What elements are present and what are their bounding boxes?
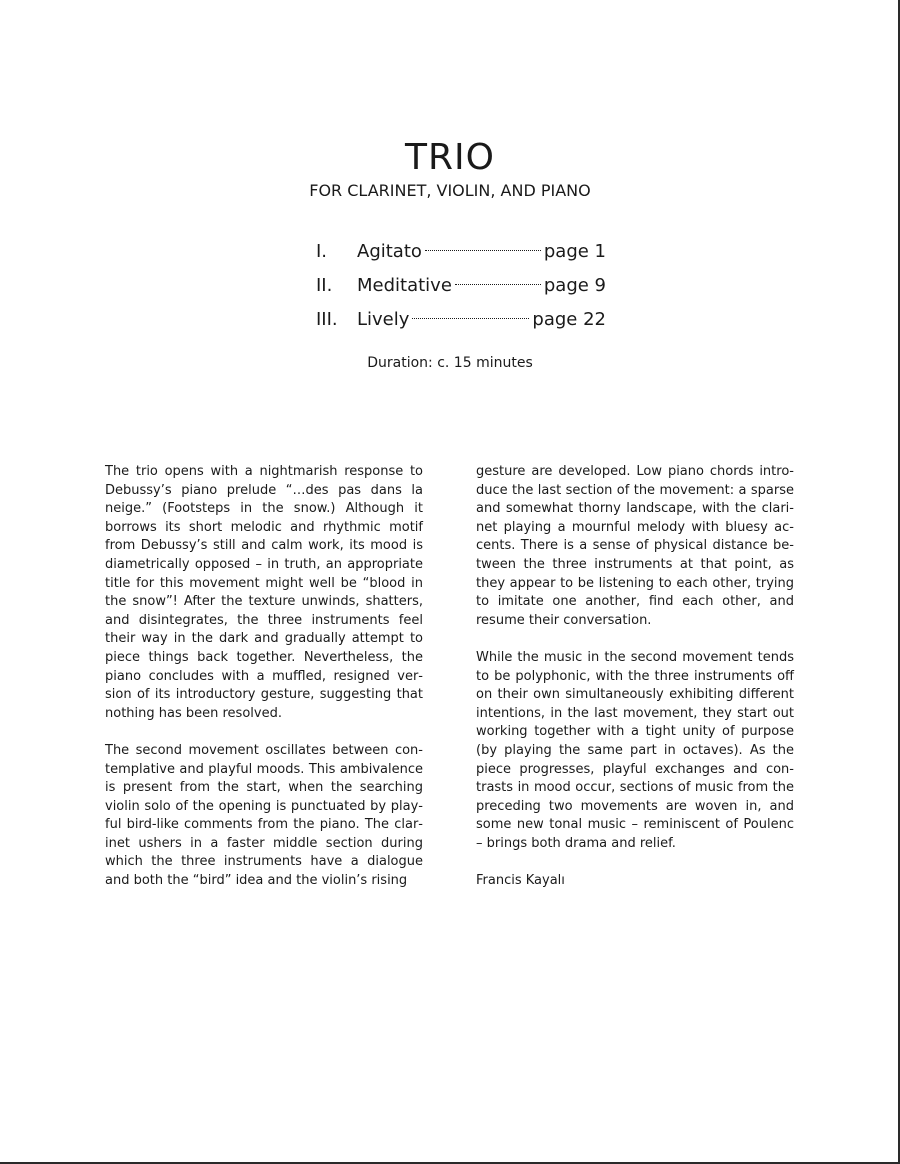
toc-entry-title: Lively xyxy=(357,309,410,330)
page-subtitle: FOR CLARINET, VIOLIN, AND PIANO xyxy=(309,181,591,200)
toc-entry-lively xyxy=(316,306,606,340)
toc-dot-leader xyxy=(412,318,529,319)
toc-entry-meditative xyxy=(316,272,606,306)
notes-paragraph: gesture are developed. Low piano chords introduce the last section of the movement: a sparse and somewhat thorny landscape, with the clarinet playing a mournful melody with bluesy accents. There is a sense of physical distance between the three instruments at that point, as they appear to be listening to each other, trying to imitate one another, find each other, and resume their conversation. xyxy=(476,464,794,628)
toc-entry-page: page 9 xyxy=(543,275,606,296)
page-title: TRIO xyxy=(405,137,495,178)
table-of-contents xyxy=(316,238,606,340)
duration-note: Duration: c. 15 minutes xyxy=(367,355,533,371)
toc-dot-leader xyxy=(455,284,541,285)
author-signature: Francis Kayalı xyxy=(476,873,565,889)
notes-paragraph: The second movement oscillates between contemplative and playful moods. This ambivalence is present from the start, when the searching violin solo of the opening is punctuated by playful bird-like comments from the piano. The clarinet ushers in a faster middle section during which the three instruments have a dialogue and both the “bird” idea and the violin’s rising xyxy=(105,742,423,889)
toc-entry-number: III. xyxy=(316,309,338,330)
notes-paragraph: The trio opens with a nightmarish response to Debussy’s piano prelude “…des pas dans la neige.” (Footsteps in the snow.) Although it borrows its short melodic and rhythmic motif from Debussy’s still and calm work, its mood is diametrically opposed – in truth, an appropriate title for this movement might well be “blood in the snow”! After the texture unwinds, shatters, and disintegrates, the three instruments feel their way in the dark and gradually attempt to piece things back together. Nevertheless, the piano concludes with a muffled, resigned version of its introductory gesture, suggesting that nothing has been resolved. xyxy=(105,464,423,721)
program-notes-left-column xyxy=(105,463,423,909)
toc-entry-number: I. xyxy=(316,241,328,262)
toc-entry-title: Agitato xyxy=(357,241,422,262)
toc-entry-title: Meditative xyxy=(357,275,452,296)
toc-dot-leader xyxy=(425,250,541,251)
toc-entry-page: page 1 xyxy=(543,241,606,262)
notes-paragraph: While the music in the second movement tends to be polyphonic, with the three instruments off on their own simultaneously exhibiting different intentions, in the last movement, they start out working together with a tight unity of purpose (by playing the same part in octaves). As the piece progresses, playful exchanges and contrasts in mood occur, sections of music from the preceding two movements are woven in, and some new tonal music – reminiscent of Poulenc – brings both drama and relief. xyxy=(476,649,794,851)
toc-entry-number: II. xyxy=(316,275,333,296)
toc-entry-agitato xyxy=(316,238,606,272)
program-notes-right-column xyxy=(476,463,794,909)
toc-entry-page: page 22 xyxy=(532,309,606,330)
